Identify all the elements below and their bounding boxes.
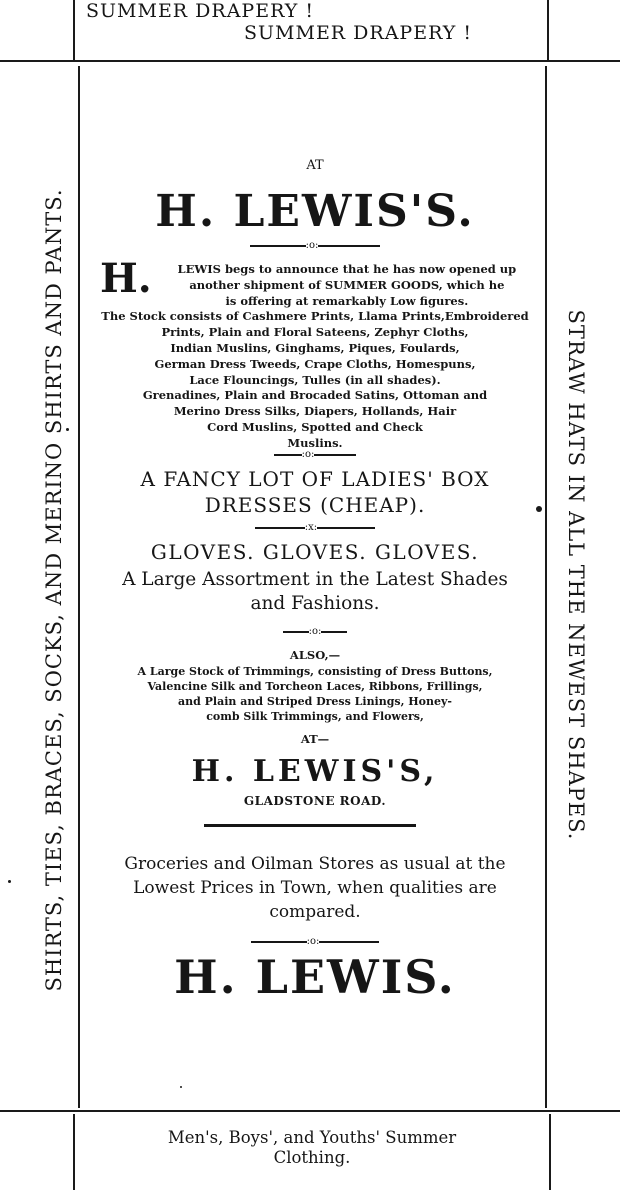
groceries-line-2: Lowest Prices in Town, when qualities are: [133, 878, 497, 898]
assortment-line-1: A Large Assortment in the Latest Shades: [122, 569, 508, 590]
groceries: [90, 852, 540, 924]
frame-right-border: [545, 66, 547, 1108]
separator-4-mark: :o:: [308, 626, 322, 637]
separator-3-mark: :x:: [304, 522, 318, 533]
assortment: [90, 568, 540, 616]
footer-rule: [0, 1110, 620, 1112]
left-vertical-text: SHIRTS, TIES, BRACES, SOCKS, AND MERINO SHIRTS AND PANTS.: [42, 188, 66, 992]
separator-2: [90, 449, 540, 460]
footer-text: [74, 1128, 550, 1168]
footer-line-2: Clothing.: [273, 1148, 351, 1167]
trimmings: [90, 664, 540, 724]
trimmings-line-4: comb Silk Trimmings, and Flowers,: [206, 710, 424, 723]
groceries-line-3: compared.: [269, 902, 361, 922]
address: GLADSTONE ROAD.: [243, 794, 387, 808]
frame-left-border: [78, 66, 80, 1108]
stock-line-2: Prints, Plain and Floral Sateens, Zephyr Cloths,: [161, 325, 469, 340]
stock-line-4: German Dress Tweeds, Crape Cloths, Homespuns,: [154, 356, 476, 371]
trimmings-line-1: A Large Stock of Trimmings, consisting of Dress Buttons,: [137, 665, 493, 678]
stock-line-9: Muslins.: [287, 435, 343, 450]
separator-4: [90, 626, 540, 637]
also-label: ALSO,—: [289, 648, 341, 662]
title-top: H. LEWIS'S.: [155, 186, 475, 237]
separator-3: [90, 522, 540, 533]
ink-speck: [180, 1086, 182, 1088]
separator-5: [90, 936, 540, 947]
stock-line-1: The Stock consists of Cashmere Prints, Llama Prints,Embroidered: [101, 309, 529, 324]
header-line-1: SUMMER DRAPERY !: [86, 0, 315, 22]
header-line-2: SUMMER DRAPERY !: [244, 22, 473, 44]
stock-line-3: Indian Muslins, Ginghams, Piques, Foulards,: [170, 340, 460, 355]
assortment-line-2: and Fashions.: [250, 593, 380, 614]
gloves-heading: GLOVES. GLOVES. GLOVES.: [150, 540, 480, 564]
at-bottom: AT—: [300, 732, 330, 746]
ladies-line-1: A FANCY LOT OF LADIES' BOX: [140, 467, 490, 491]
thick-rule: [204, 824, 416, 827]
trimmings-line-2: Valencine Silk and Torcheon Laces, Ribbons, Frillings,: [147, 680, 483, 693]
frame-right-border-top: [547, 0, 549, 60]
intro-dropcap: H.: [100, 255, 152, 302]
separator-5-mark: :o:: [306, 936, 320, 947]
intro-paragraph: [96, 255, 534, 452]
separator-1: [90, 240, 540, 251]
ladies-box-dresses: [90, 466, 540, 518]
trimmings-line-3: and Plain and Striped Dress Linings, Honey-: [178, 695, 452, 708]
right-vertical-text: STRAW HATS IN ALL THE NEWEST SHAPES.: [564, 309, 588, 841]
stock-line-8: Cord Muslins, Spotted and Check: [207, 419, 423, 434]
separator-1-mark: :o:: [305, 240, 319, 251]
intro-line-3: is offering at remarkably Low figures.: [225, 293, 469, 308]
title-bottom: H. LEWIS.: [174, 950, 456, 1004]
separator-2-mark: :o:: [301, 449, 315, 460]
frame-left-border-top: [73, 0, 75, 60]
stock-line-7: Merino Dress Silks, Diapers, Hollands, Hair: [173, 404, 457, 419]
footer-line-1: Men's, Boys', and Youths' Summer: [167, 1128, 457, 1147]
header-rule: [0, 60, 620, 62]
intro-line-2: another shipment of SUMMER GOODS, which he: [189, 277, 505, 292]
at-top: AT: [306, 158, 324, 173]
ink-speck: [66, 428, 69, 431]
ink-speck: [8, 880, 11, 883]
ladies-line-2: DRESSES (CHEAP).: [204, 493, 426, 517]
stock-line-5: Lace Flouncings, Tulles (in all shades).: [189, 372, 441, 387]
ink-speck: [536, 506, 542, 512]
title-middle: H. LEWIS'S,: [191, 754, 439, 789]
groceries-line-1: Groceries and Oilman Stores as usual at the: [124, 854, 506, 874]
intro-line-1: LEWIS begs to announce that he has now opened up: [177, 262, 517, 276]
stock-line-6: Grenadines, Plain and Brocaded Satins, Ottoman and: [142, 388, 488, 403]
